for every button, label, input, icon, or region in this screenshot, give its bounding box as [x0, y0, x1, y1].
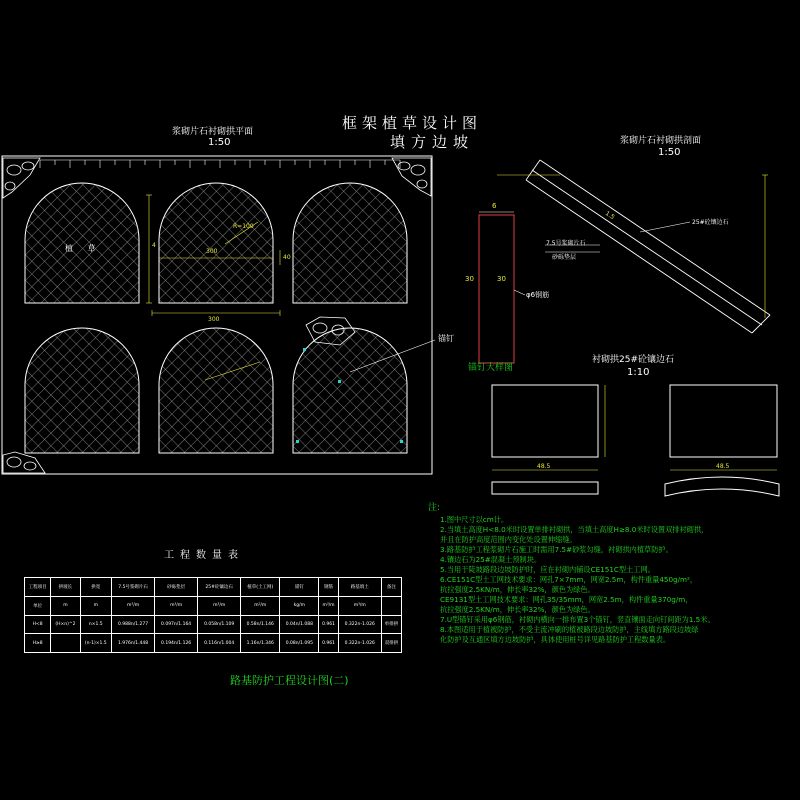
table-cell: (n-1)×1.5	[80, 634, 112, 653]
table-cell: H<8	[25, 615, 51, 634]
curb-block-right	[670, 385, 777, 457]
table-cell: m³/m	[112, 596, 155, 615]
table-header: 拱坡长	[51, 578, 80, 597]
anchor-dim-left: 30	[465, 275, 474, 283]
table-cell: 0.058n/1.109	[198, 615, 241, 634]
table-cell: (H×n)^2	[51, 615, 80, 634]
section-curb-label: 25#砼镶边石	[692, 219, 729, 226]
dim-h: 40	[283, 254, 291, 261]
rubble-corner-tr	[392, 158, 431, 196]
dim-radius: R=100	[233, 223, 254, 230]
notes-heading: 注:	[428, 503, 441, 513]
anchor-bolt-shape	[479, 215, 514, 363]
table-header: 25#砼镶边石	[198, 578, 241, 597]
curb-arc	[665, 477, 779, 496]
drawing-title: 框架植草设计图	[342, 114, 483, 132]
table-cell: kg/m	[280, 596, 319, 615]
table-header: 备注	[381, 578, 401, 597]
section-leader-curb	[640, 222, 690, 232]
table-cell: m³/m	[155, 596, 198, 615]
note-line: 4.镶边石为25#混凝土预制块。	[440, 555, 542, 564]
drawing-subtitle: 填方边坡	[390, 133, 475, 151]
table-cell: H≥8	[25, 634, 51, 653]
table-header: 钢筋	[319, 578, 338, 597]
table-cell: 0.194n/1.126	[155, 634, 198, 653]
table-cell: 0.58n/1.146	[241, 615, 280, 634]
arch-6	[293, 328, 407, 453]
anchor-label: 锚钉大样图	[468, 363, 514, 373]
quantity-title: 工程数量表	[164, 550, 244, 561]
table-cell	[51, 634, 80, 653]
table-cell: m	[80, 596, 112, 615]
table-cell: 0.322n-1.026	[338, 615, 381, 634]
arch-5	[159, 328, 273, 453]
note-line: 8.本图适用于植被防护，不受主流冲刷的植被路段边坡防护，主线填方路段边坡绿	[440, 625, 699, 634]
note-line: 化防护及互通区填方边坡防护，具体使用桩号详见路基防护工程数量表。	[440, 635, 671, 644]
table-cell: m	[51, 596, 80, 615]
anchor-dim-right: 30	[497, 275, 506, 283]
curb-block-left	[492, 385, 598, 457]
table-header: 工程项目	[25, 578, 51, 597]
anchor-rebar: φ6钢筋	[526, 291, 550, 299]
table-cell: 1.976n/1.448	[112, 634, 155, 653]
table-cell: 0.322n-1.026	[338, 634, 381, 653]
note-line: 抗拉强度2.5KN/m，伸长率32%，颜色为绿色。	[440, 605, 595, 614]
table-cell: 0.961	[319, 634, 338, 653]
curb-scale: 1:10	[627, 367, 650, 378]
arch-4	[25, 328, 139, 453]
dim-arch-width: 300	[206, 248, 218, 255]
note-line: 1.图中尺寸以cm计。	[440, 515, 509, 524]
curb-label: 衬砌拱25#砼镶边石	[592, 355, 674, 365]
table-cell	[381, 596, 401, 615]
bolt-callout: 锚钉	[438, 334, 454, 343]
anchor-dim-top: 6	[492, 202, 497, 210]
table-header: 植草(土工网)	[241, 578, 280, 597]
table-header: 7.5号浆砌片石	[112, 578, 155, 597]
table-cell: m³/m	[338, 596, 381, 615]
note-line: CE9131型土工网技术要求：网孔35/35mm，网宽2.5m，构件重量370g/m，	[440, 595, 693, 604]
section-label: 浆砌片石衬砌拱剖面	[620, 136, 702, 146]
table-cell: 0.097n/1.164	[155, 615, 198, 634]
dim-arch-height: 4	[152, 242, 156, 249]
plan-center-label: 植 草	[65, 244, 102, 253]
table-cell: m³/m	[198, 596, 241, 615]
table-cell: 1.16n/1.346	[241, 634, 280, 653]
table-cell: 单排拱	[381, 615, 401, 634]
note-line: 2.当填土高度H<8.0米时设置单排衬砌拱，当填土高度H≥8.0米时设置双排衬砌拱，	[440, 525, 709, 534]
table-cell: 0.988n/1.277	[112, 615, 155, 634]
table-header: 砂砾垫层	[155, 578, 198, 597]
rubble-corner-bl	[3, 452, 45, 473]
table-cell: 双排拱	[381, 634, 401, 653]
plan-label: 浆砌片石衬砌拱平面	[172, 127, 254, 137]
rubble-corner-tl	[3, 158, 40, 198]
quantity-table	[24, 577, 402, 653]
table-header: 锚钉	[280, 578, 319, 597]
table-cell: 0.116n/1.004	[198, 634, 241, 653]
section-mortar-label: 7.5号浆砌片石	[546, 240, 586, 247]
table-cell: n×1.5	[80, 615, 112, 634]
table-header: 路基填土	[338, 578, 381, 597]
plan-ruler	[40, 160, 400, 168]
table-cell: m²/m	[241, 596, 280, 615]
dim-slope-len: 1.5	[603, 209, 616, 222]
table-cell: m³/m	[319, 596, 338, 615]
table-row	[25, 596, 402, 615]
note-line: 3.路基防护工程浆砌片石施工时需用7.5#砂浆勾缝，衬砌拱内植草防护。	[440, 545, 673, 554]
curb-strip	[492, 482, 598, 494]
note-line: 5.当用于陡坡路段边坡防护时，应在衬砌内铺设CE151C型土工网。	[440, 565, 655, 574]
note-line: 抗拉强度2.5KN/m，伸长率32%，颜色为绿色。	[440, 585, 595, 594]
section-gravel-label: 砂砾垫层	[552, 254, 577, 261]
notes-list	[440, 515, 715, 645]
arch-3	[293, 183, 407, 303]
table-cell: 单位	[25, 596, 51, 615]
table-cell: 0.04n/1.088	[280, 615, 319, 634]
dim-arch-span: 300	[208, 316, 220, 323]
section-scale: 1:50	[658, 147, 681, 158]
note-line: 6.CE151C型土工网技术要求：网孔7×7mm，网宽2.5m，构件重量450g/m²，	[440, 575, 698, 584]
table-row	[25, 578, 402, 597]
note-line: 并且在防护高度范围内变化处设置伸缩缝。	[440, 535, 577, 544]
table-cell: 0.961	[319, 615, 338, 634]
curb-dim-a: 48.5	[537, 463, 551, 470]
table-row	[25, 634, 402, 653]
table-header: 拱宽	[80, 578, 112, 597]
table-row	[25, 615, 402, 634]
arch-2	[159, 183, 273, 303]
plan-scale: 1:50	[208, 137, 231, 148]
bottom-title: 路基防护工程设计图(二)	[230, 674, 349, 687]
table-cell: 0.08n/1.095	[280, 634, 319, 653]
curb-dim-b: 48.5	[716, 463, 730, 470]
note-line: 7.U型锚钉采用φ6钢筋，衬砌内横向一排布置3个锚钉，竖直镶面走向钉间距为1.5米。	[440, 615, 715, 624]
